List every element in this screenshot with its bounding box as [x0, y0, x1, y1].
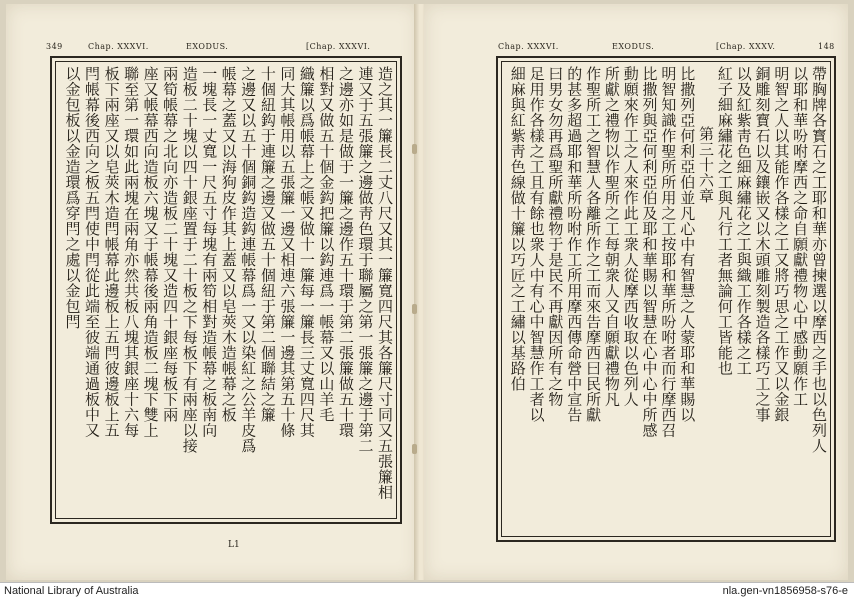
- left-page: [6, 4, 418, 580]
- text-column: 以及紅紫靑色細麻繡花之工與織工作各樣之工: [734, 66, 753, 376]
- text-column: 動願來作工之人來作此工衆人從摩西收取以色列人: [621, 66, 640, 407]
- left-book-title: EXODUS.: [186, 42, 229, 51]
- right-chapter-label: Chap. XXXVI.: [498, 42, 559, 51]
- right-page: [424, 4, 848, 580]
- right-book-title: EXODUS.: [612, 42, 655, 51]
- text-column: 以耶和華吩咐摩西之命自願獻禮物心中感動願作工: [791, 66, 810, 407]
- text-column: 曰男女勿再爲聖所獻禮物于是民不再獻因所有之物: [546, 66, 565, 407]
- text-column: 作聖所工之智慧人各離所作之工而來告摩西曰民所獻: [584, 66, 603, 423]
- left-chapter-label-right: [Chap. XXXVI.: [306, 42, 371, 51]
- text-column: 明智知識作聖所所用之工按耶和華所吩咐者而行摩西召: [659, 66, 678, 438]
- text-column: 之邊又以五十個銅鈎造鈎連帳幕爲一又以染紅之公羊皮爲: [239, 66, 258, 454]
- left-chapter-label: Chap. XXXVI.: [88, 42, 149, 51]
- right-chapter-label-right: [Chap. XXXV.: [716, 42, 776, 51]
- binding-stitch: [412, 144, 417, 154]
- binding-stitch: [412, 304, 417, 314]
- item-identifier: nla.gen-vn1856958-s76-e: [722, 585, 848, 597]
- text-column: 相對又做五十個金鈎把簾以鈎連爲一帳幕又以山羊毛: [317, 66, 336, 423]
- text-column: 足用作各樣之工且有餘也衆人中有心中智慧作工者以: [527, 66, 546, 423]
- text-column: 一塊長一丈寬一尺五寸每塊有兩筍相對造帳幕之板南向: [200, 66, 219, 438]
- text-column: 細麻與紅紫靑色線做十簾以巧匠之工繡以基路伯: [508, 66, 527, 392]
- chapter-heading: 第三十六章: [697, 126, 716, 204]
- text-column: 造板二十塊以四十銀座置于二十板之下每板下有兩座以接: [180, 66, 199, 454]
- text-column: 織簾以爲帳幕上之帳又做十一簾每一簾長三丈寬四尺其: [297, 66, 316, 438]
- left-text-columns: [60, 66, 392, 514]
- viewer-footer: [0, 582, 854, 601]
- text-column: 同大其帳用以五張簾一邊又相連六張簾一邊其第五十條: [278, 66, 297, 438]
- text-column: 十個紐鈎于連簾之邊又做五十個紐于第二個聯結之簾: [258, 66, 277, 423]
- text-column: 聯至第一環如此兩塊在兩角亦然共板八塊其銀座十六每: [122, 66, 141, 438]
- library-credit: National Library of Australia: [4, 585, 139, 597]
- text-column: 帶胸牌各寳石之工耶和華亦曾揀選以摩西之手也以色列人: [810, 66, 828, 454]
- right-page-number: 148: [818, 42, 835, 51]
- right-text-columns: [506, 66, 826, 532]
- left-text-frame: [50, 56, 402, 524]
- text-column: 造之其一簾長二丈八尺又其一簾寬四尺其各簾尺寸同又五張簾相: [376, 66, 394, 500]
- binding-stitch: [412, 444, 417, 454]
- text-column: 連又于五張簾之邊做靑色環于聯屬之第一張簾之邊于第二: [356, 66, 375, 454]
- right-text-frame: [496, 56, 836, 542]
- signature-mark: L1: [228, 540, 240, 550]
- text-column: 座又帳幕西向造板六塊又于帳幕後兩角造板二塊下雙上: [141, 66, 160, 438]
- text-column: 閂帳幕後西向之板五閂使中閂從此端至彼端通過板中又: [83, 66, 102, 438]
- text-column: 比撒列與亞何利亞伯及耶和華賜以智慧在心中心中所感: [640, 66, 659, 438]
- text-column: 所獻之禮物以作聖所之工每朝衆人又自願獻禮物凡: [602, 66, 621, 407]
- text-column: 的甚多超過耶和華所吩咐作工所用摩西傳命營中宣告: [565, 66, 584, 423]
- text-column: 板下兩座又以皂莢木造閂帳幕此邊板上五閂彼邊板上五: [102, 66, 121, 438]
- text-column: 之邊亦如是做于一簾之邊作五十環于第二張簾做五十環: [336, 66, 355, 438]
- text-column: 比撒列亞何利亞伯並凡心中有智慧之人蒙耶和華賜以: [678, 66, 697, 423]
- text-column: 銅雕刻寳石以及鑲嵌又以木頭雕刻製造各樣巧工之事: [753, 66, 772, 423]
- left-page-number: 349: [46, 42, 63, 51]
- text-column: 明智之人以其能作各樣之工又將巧思之工作又以金銀: [772, 66, 791, 423]
- text-column: 以金包板以金造環爲穿閂之處以金包閂: [63, 66, 82, 330]
- text-column: 帳幕之蓋又以海狗皮作其上蓋又以皂莢木造帳幕之板: [219, 66, 238, 423]
- text-column: 紅子細麻繡花之工與凡行工者無論何工皆能也: [715, 66, 734, 376]
- text-column: 兩筍帳幕之北向亦造板二十塊又造四十銀座每板下兩: [161, 66, 180, 423]
